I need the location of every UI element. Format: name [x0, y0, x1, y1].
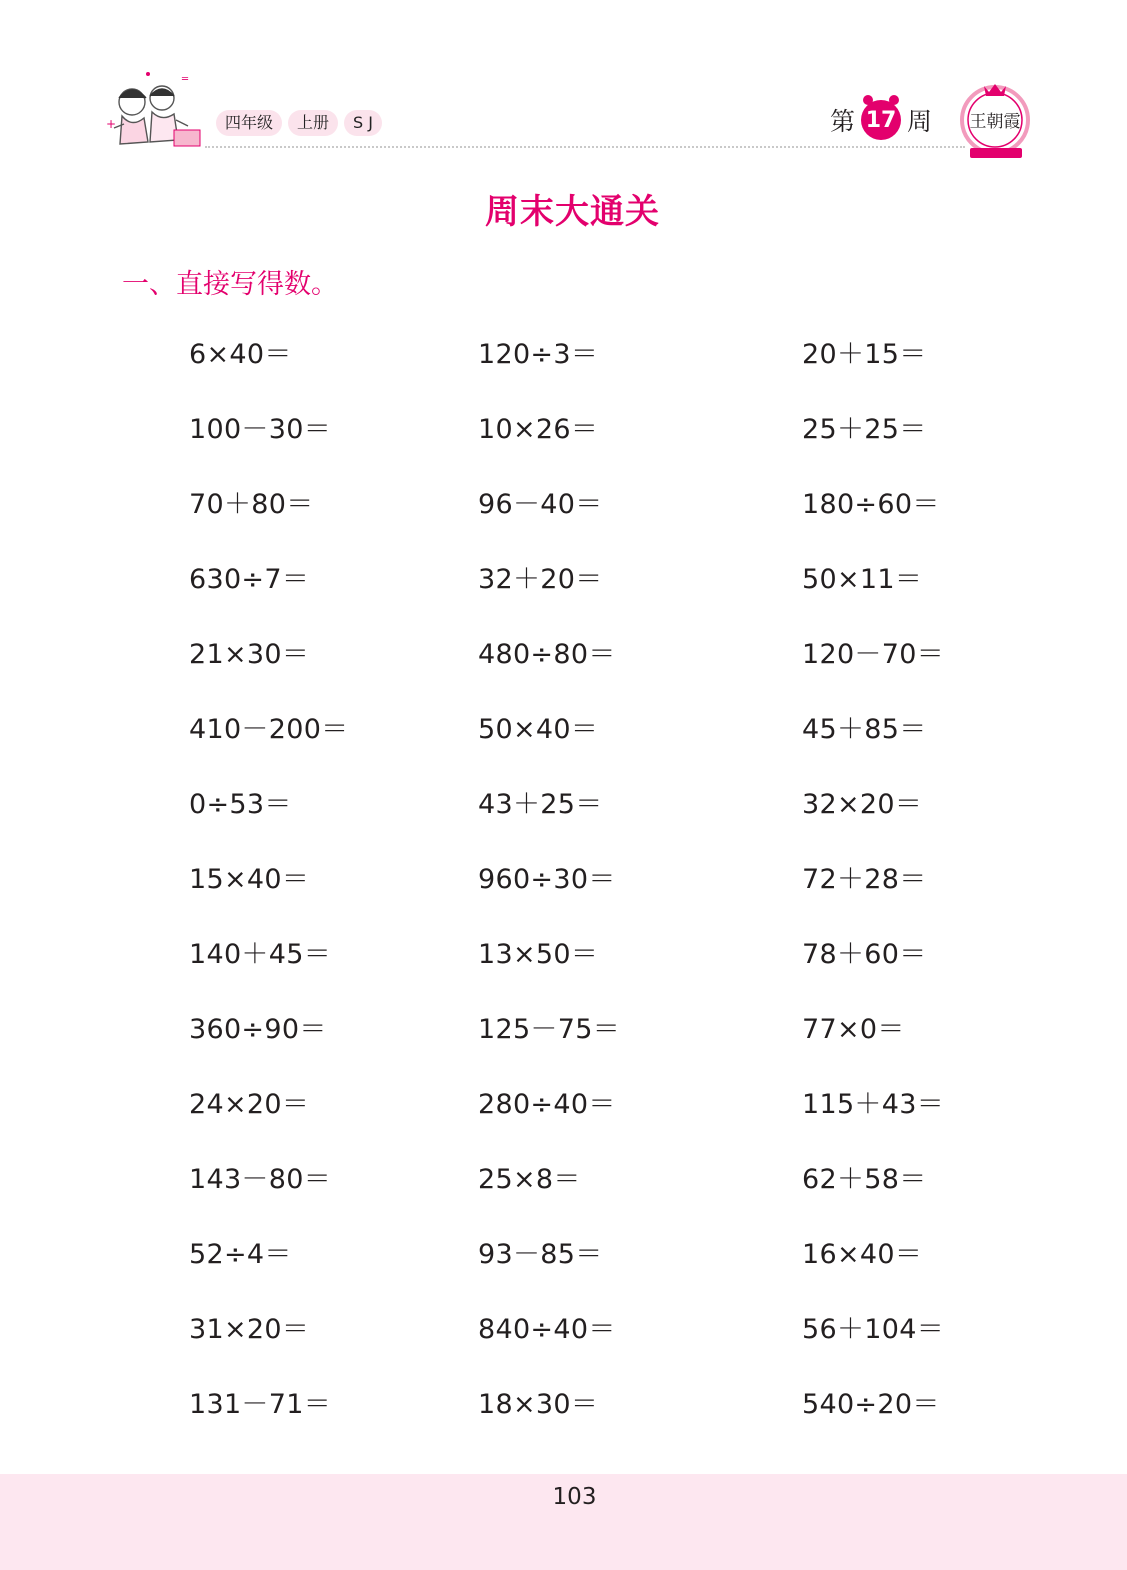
arithmetic-problem: 0÷53＝ — [189, 789, 292, 820]
arithmetic-problem: 21×30＝ — [189, 639, 310, 670]
svg-text:王朝霞: 王朝霞 — [969, 112, 1021, 132]
arithmetic-problem: 78＋60＝ — [802, 939, 927, 970]
arithmetic-problem: 15×40＝ — [189, 864, 310, 895]
week-number-badge: 17 — [861, 100, 901, 140]
arithmetic-problem: 540÷20＝ — [802, 1389, 940, 1420]
arithmetic-problem: 140＋45＝ — [189, 939, 331, 970]
arithmetic-problem: 360÷90＝ — [189, 1014, 327, 1045]
arithmetic-problem: 18×30＝ — [478, 1389, 599, 1420]
arithmetic-problem: 50×11＝ — [802, 564, 923, 595]
arithmetic-problem: 24×20＝ — [189, 1089, 310, 1120]
arithmetic-problem: 31×20＝ — [189, 1314, 310, 1345]
section-heading: 一、直接写得数。 — [122, 269, 338, 300]
arithmetic-problem: 16×40＝ — [802, 1239, 923, 1270]
arithmetic-problem: 77×0＝ — [802, 1014, 905, 1045]
grade-pill: 四年级 — [216, 110, 282, 136]
arithmetic-problem: 32×20＝ — [802, 789, 923, 820]
brand-seal-logo — [958, 78, 1036, 160]
page-number: 103 — [552, 1484, 597, 1510]
arithmetic-problem: 960÷30＝ — [478, 864, 616, 895]
arithmetic-problem: 72＋28＝ — [802, 864, 927, 895]
arithmetic-problem: 180÷60＝ — [802, 489, 940, 520]
arithmetic-problem: 115＋43＝ — [802, 1089, 944, 1120]
arithmetic-problem: 630÷7＝ — [189, 564, 310, 595]
arithmetic-problem: 96－40＝ — [478, 489, 603, 520]
arithmetic-problem: 70＋80＝ — [189, 489, 314, 520]
arithmetic-problem: 52÷4＝ — [189, 1239, 292, 1270]
arithmetic-problem: 125－75＝ — [478, 1014, 620, 1045]
header-divider — [205, 146, 965, 148]
svg-text:═: ═ — [182, 74, 189, 85]
arithmetic-problem: 6×40＝ — [189, 339, 292, 370]
edition-pill: S J — [344, 110, 382, 136]
week-suffix: 周 — [907, 107, 933, 136]
arithmetic-problem: 43＋25＝ — [478, 789, 603, 820]
arithmetic-problem: 10×26＝ — [478, 414, 599, 445]
arithmetic-problem: 93－85＝ — [478, 1239, 603, 1270]
grade-info — [216, 110, 382, 136]
arithmetic-problem: 480÷80＝ — [478, 639, 616, 670]
arithmetic-problem: 62＋58＝ — [802, 1164, 927, 1195]
arithmetic-problem: 410－200＝ — [189, 714, 349, 745]
arithmetic-problem: 25×8＝ — [478, 1164, 581, 1195]
svg-text:+: + — [106, 117, 117, 131]
arithmetic-problem: 100－30＝ — [189, 414, 331, 445]
week-label — [830, 98, 932, 142]
two-kids-illustration — [104, 68, 208, 158]
page-title: 周末大通关 — [485, 192, 660, 232]
arithmetic-problem: 32＋20＝ — [478, 564, 603, 595]
arithmetic-problem: 56＋104＝ — [802, 1314, 944, 1345]
arithmetic-problem: 120÷3＝ — [478, 339, 599, 370]
arithmetic-problem: 20＋15＝ — [802, 339, 927, 370]
arithmetic-problem: 120－70＝ — [802, 639, 944, 670]
arithmetic-problem: 280÷40＝ — [478, 1089, 616, 1120]
arithmetic-problem: 13×50＝ — [478, 939, 599, 970]
arithmetic-problem: 131－71＝ — [189, 1389, 331, 1420]
volume-pill: 上册 — [288, 110, 338, 136]
arithmetic-problem: 25＋25＝ — [802, 414, 927, 445]
arithmetic-problem: 143－80＝ — [189, 1164, 331, 1195]
page-header — [0, 0, 1127, 170]
arithmetic-problem: 840÷40＝ — [478, 1314, 616, 1345]
arithmetic-problem: 50×40＝ — [478, 714, 599, 745]
week-prefix: 第 — [830, 107, 856, 136]
arithmetic-problem: 45＋85＝ — [802, 714, 927, 745]
